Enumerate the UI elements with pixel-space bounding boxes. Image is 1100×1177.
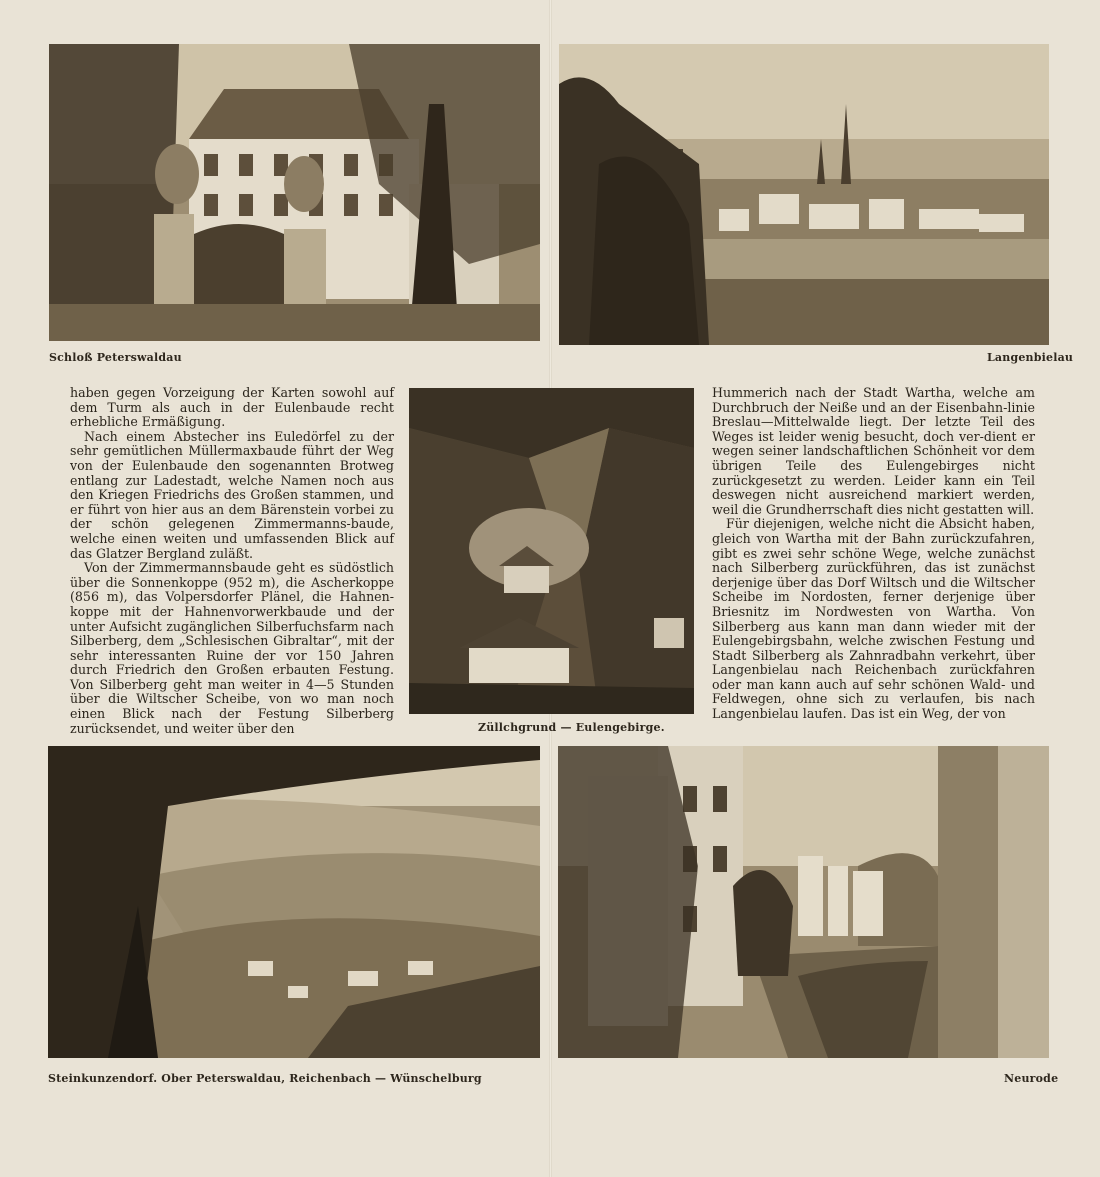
paragraph: Von der Zimmermannsbaude geht es südöstlich über die Sonnenkoppe (952 m), die Ascherkoppe (856 m), das Volpersdorfer Plänel, die Hahnen-koppe mit der Hahnenvorwerkbaude und der unter Aufsicht zugänglichen Silberfuchsfarm nach Silberberg, dem „Schlesischen Gibraltar“, mit der sehr interessanten Ruine der vor 150 Jahren durch Friedrich den Großen erbauten Festung. Von Silberberg geht man weiter in 4—5 Stunden über die Wiltscher Scheibe, von wo man noch einen Blick nach der Festung Silberberg zurücksendet, und weiter über den <box>70 560 394 736</box>
caption-schloss-peterswaldau: Schloß Peterswaldau <box>49 351 182 364</box>
caption-zuellchgrund: Züllchgrund — Eulengebirge. <box>478 721 665 734</box>
photo-steinkunzendorf <box>48 746 540 1058</box>
photo-langenbielau <box>559 44 1049 345</box>
paragraph: Hummerich nach der Stadt Wartha, welche am Durchbruch der Neiße und an der Eisenbahn-linie Breslau—Mittelwalde liegt. Der letzte Teil des Weges ist leider wenig besucht, doch ver-dient er wegen seiner landschaftlichen Schönheit vor dem übrigen Teile des Eulengebirges nicht zurückgesetzt zu werden. Leider kann ein Teil deswegen nicht ausreichend markiert werden, weil die Grundherrschaft dies nicht gestatten will. <box>712 385 1035 517</box>
paragraph: haben gegen Vorzeigung der Karten sowohl auf dem Turm als auch in der Eulenbaude recht erhebliche Ermäßigung. <box>70 385 394 430</box>
text-column-left <box>70 386 394 736</box>
paragraph: Nach einem Abstecher ins Euledörfel zu der sehr gemütlichen Müllermaxbaude führt der Weg von der Eulenbaude den sogenannten Brotweg entlang zur Ladestadt, welche Namen noch aus den Kriegen Friedrichs des Großen stammen, und er führt von hier aus an dem Bärenstein vorbei zu der schön gelegenen Zimmermanns-baude, welche einen weiten und umfassenden Blick auf das Glatzer Bergland zuläßt. <box>70 428 394 561</box>
caption-langenbielau: Langenbielau <box>987 351 1074 364</box>
photo-neurode <box>558 746 1049 1058</box>
caption-steinkunzendorf: Steinkunzendorf. Ober Peterswaldau, Reichenbach — Wünschelburg <box>48 1072 482 1085</box>
photo-schloss-peterswaldau <box>49 44 540 341</box>
text-column-right <box>712 386 1035 722</box>
photo-zuellchgrund <box>409 388 694 714</box>
paragraph: Für diejenigen, welche nicht die Absicht haben, gleich von Wartha mit der Bahn zurückzufahren, gibt es zwei sehr schöne Wege, welche zunächst nach Silberberg zurückführen, das ist zunächst derjenige über das Dorf Wiltsch und die Wiltscher Scheibe im Nordosten, ferner derjenige über Briesnitz im Nordwesten von Wartha. Von Silberberg aus kann man dann wieder mit der Eulengebirgsbahn, welche zwischen Festung und Stadt Silberberg als Zahnradbahn verkehrt, über Langenbielau nach Reichenbach zurückfahren oder man kann auch auf sehr schönen Wald- und Feldwegen, ohne sich zu verlaufen, bis nach Langenbielau laufen. Das ist ein Weg, der von <box>712 516 1035 722</box>
caption-neurode: Neurode <box>1004 1072 1059 1085</box>
